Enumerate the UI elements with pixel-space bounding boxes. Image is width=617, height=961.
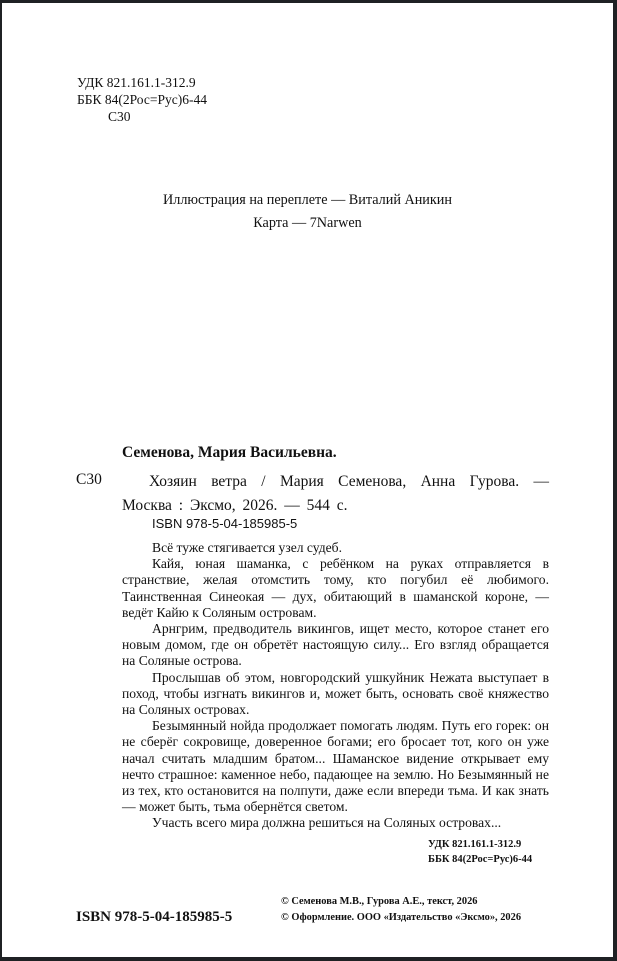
map-credit: Карта — 7Narwen (253, 215, 362, 231)
credits (2, 189, 613, 235)
copyright-text: © Семенова М.В., Гурова А.Е., текст, 2026 (281, 896, 478, 907)
annotation-paragraph: Кайя, юная шаманка, с ребёнком на руках отправляется в странствие, желая отомстить тому, кто погубил её любимого. Таинственная Синеокая — дух, обитающий в шаманской короне, — ведёт Кайю к Соляным островам. (122, 556, 549, 620)
bbk-code: ББК 84(2Рос=Рус)6-44 (428, 854, 533, 865)
catalog-title-entry: Хозяин ветра / Мария Семенова, Анна Гурова. — Москва : Эксмо, 2026. — 544 с. (122, 473, 549, 514)
annotation-paragraph: Участь всего мира должна решиться на Соляных островах... (152, 815, 502, 831)
udk-code: УДК 821.161.1-312.9 (428, 839, 522, 850)
udk-block-top (77, 74, 207, 125)
copyright-design: © Оформление. ООО «Издательство «Эксмо», 2026 (281, 912, 522, 923)
catalog-author: Семенова, Мария Васильевна. (122, 444, 337, 461)
bbk-code: ББК 84(2Рос=Рус)6-44 (77, 92, 207, 107)
book-imprint-page (2, 3, 613, 957)
author-code: С30 (108, 109, 131, 124)
copyright-block (281, 894, 521, 926)
footer-isbn: ISBN 978-5-04-185985-5 (76, 909, 233, 925)
illustration-credit: Иллюстрация на переплете — Виталий Аникин (163, 192, 452, 208)
catalog-isbn: ISBN 978-5-04-185985-5 (152, 516, 298, 531)
udk-block-bottom (428, 837, 532, 867)
catalog-author-code: С30 (76, 471, 102, 488)
annotation (122, 540, 549, 832)
udk-code: УДК 821.161.1-312.9 (77, 75, 196, 90)
annotation-paragraph: Прослышав об этом, новгородский ушкуйник Нежата выступает в поход, чтобы изгнать викингов и, может быть, основать своё княжество на Соляных островах. (122, 669, 549, 718)
annotation-paragraph: Безымянный нойда продолжает помогать людям. Путь его горек: он не сберёг сокровище, доверенное богами; его бросает тот, кого он уже начал считать младшим братом... Шаманское видение открывает ему нечто страшное: каменное небо, падающее на землю. Но Безымянный не из тех, кто остановится на полпути, даже если впереди тьма. И как знать — может быть, тьма обернётся светом. (122, 718, 549, 815)
annotation-paragraph: Арнгрим, предводитель викингов, ищет место, которое станет его новым домом, где он обретёт настоящую силу... Его взгляд обращается на Соляные острова. (122, 621, 549, 669)
annotation-paragraph: Всё туже стягивается узел судеб. (152, 540, 342, 555)
